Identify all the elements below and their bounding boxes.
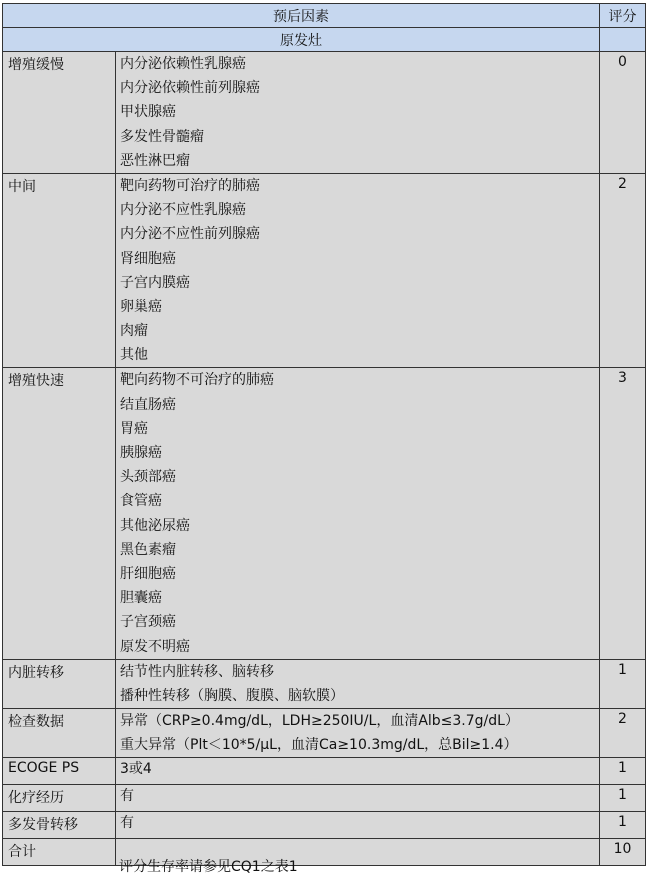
item-text: 多发性骨髓瘤	[120, 128, 204, 145]
score-cell: 1	[600, 758, 646, 785]
table-row	[3, 758, 646, 785]
item-text: 胆囊癌	[120, 590, 162, 607]
item-text: 播种性转移（胸膜、腹膜、脑软膜）	[120, 687, 344, 704]
category-cell: 检查数据	[3, 709, 116, 758]
table-row	[3, 52, 646, 174]
item-text: 肾细胞癌	[120, 250, 176, 267]
item-text: 子宫颈癌	[120, 614, 176, 631]
item-text: 卵巢癌	[120, 298, 162, 315]
value-cell	[116, 812, 600, 839]
items-cell	[116, 709, 600, 758]
item-text: 靶向药物不可治疗的肺癌	[120, 372, 274, 389]
item-text: 靶向药物可治疗的肺癌	[120, 177, 260, 194]
category-cell: 增殖缓慢	[3, 52, 116, 174]
score-cell: 10	[600, 839, 646, 866]
value-cell	[116, 758, 600, 785]
item-text: 恶性淋巴瘤	[120, 152, 190, 169]
items-cell	[116, 368, 600, 659]
item-text: 肉瘤	[120, 323, 148, 340]
table-row	[3, 659, 646, 708]
item-text: 异常（CRP≥0.4mg/dL，LDH≥250IU/L，血清Alb≤3.7g/dL）	[120, 713, 519, 730]
item-text: 甲状腺癌	[120, 104, 176, 121]
item-text: 食管癌	[120, 493, 162, 510]
footnote: 评分生存率请参见CQ1之表1	[119, 859, 298, 875]
item-text: 胃癌	[120, 420, 148, 437]
subheader-primary: 原发灶	[3, 28, 600, 52]
item-text: 结节性内脏转移、脑转移	[120, 663, 274, 680]
score-cell: 3	[600, 368, 646, 659]
item-text: 黑色素瘤	[120, 541, 176, 558]
table-row	[3, 785, 646, 812]
items-cell	[116, 173, 600, 368]
category-cell: 合计	[3, 839, 116, 866]
item-text: 内分泌不应性乳腺癌	[120, 202, 246, 219]
item-text: 内分泌依赖性乳腺癌	[120, 56, 246, 72]
item-text: 有	[120, 815, 134, 832]
table-row	[3, 812, 646, 839]
score-cell: 1	[600, 785, 646, 812]
item-text: 重大异常（Plt＜10*5/μL，血清Ca≥10.3mg/dL，总Bil≥1.4）	[120, 737, 518, 754]
score-cell: 0	[600, 52, 646, 174]
subheader-score-empty	[600, 28, 646, 52]
item-text: 子宫内膜癌	[120, 274, 190, 291]
table-row	[3, 368, 646, 659]
value-cell	[116, 785, 600, 812]
item-text: 3或4	[120, 761, 152, 778]
items-cell	[116, 52, 600, 174]
category-cell: 化疗经历	[3, 785, 116, 812]
score-cell: 1	[600, 812, 646, 839]
category-cell: 增殖快速	[3, 368, 116, 659]
header-factor: 预后因素	[3, 4, 600, 28]
item-text: 有	[120, 788, 134, 805]
item-text: 胰腺癌	[120, 445, 162, 461]
table-row	[3, 173, 646, 368]
table-row-total	[3, 839, 646, 866]
item-text: 内分泌不应性前列腺癌	[120, 226, 260, 243]
item-text: 结直肠癌	[120, 396, 176, 413]
score-cell: 2	[600, 709, 646, 758]
category-cell: 内脏转移	[3, 659, 116, 708]
table-header-row	[3, 4, 646, 28]
prognostic-score-table	[2, 3, 646, 866]
item-text: 原发不明癌	[120, 638, 190, 655]
score-cell: 2	[600, 173, 646, 368]
category-cell: 中间	[3, 173, 116, 368]
item-text: 其他泌尿癌	[120, 517, 190, 534]
item-text: 肝细胞癌	[120, 565, 176, 582]
score-cell: 1	[600, 659, 646, 708]
item-text: 内分泌依赖性前列腺癌	[120, 80, 260, 97]
items-cell	[116, 659, 600, 708]
category-cell: 多发骨转移	[3, 812, 116, 839]
category-cell: ECOGE PS	[3, 758, 116, 785]
table-subheader-row	[3, 28, 646, 52]
item-text: 头颈部癌	[120, 469, 176, 486]
item-text: 其他	[120, 347, 148, 364]
table-row	[3, 709, 646, 758]
header-score: 评分	[600, 4, 646, 28]
